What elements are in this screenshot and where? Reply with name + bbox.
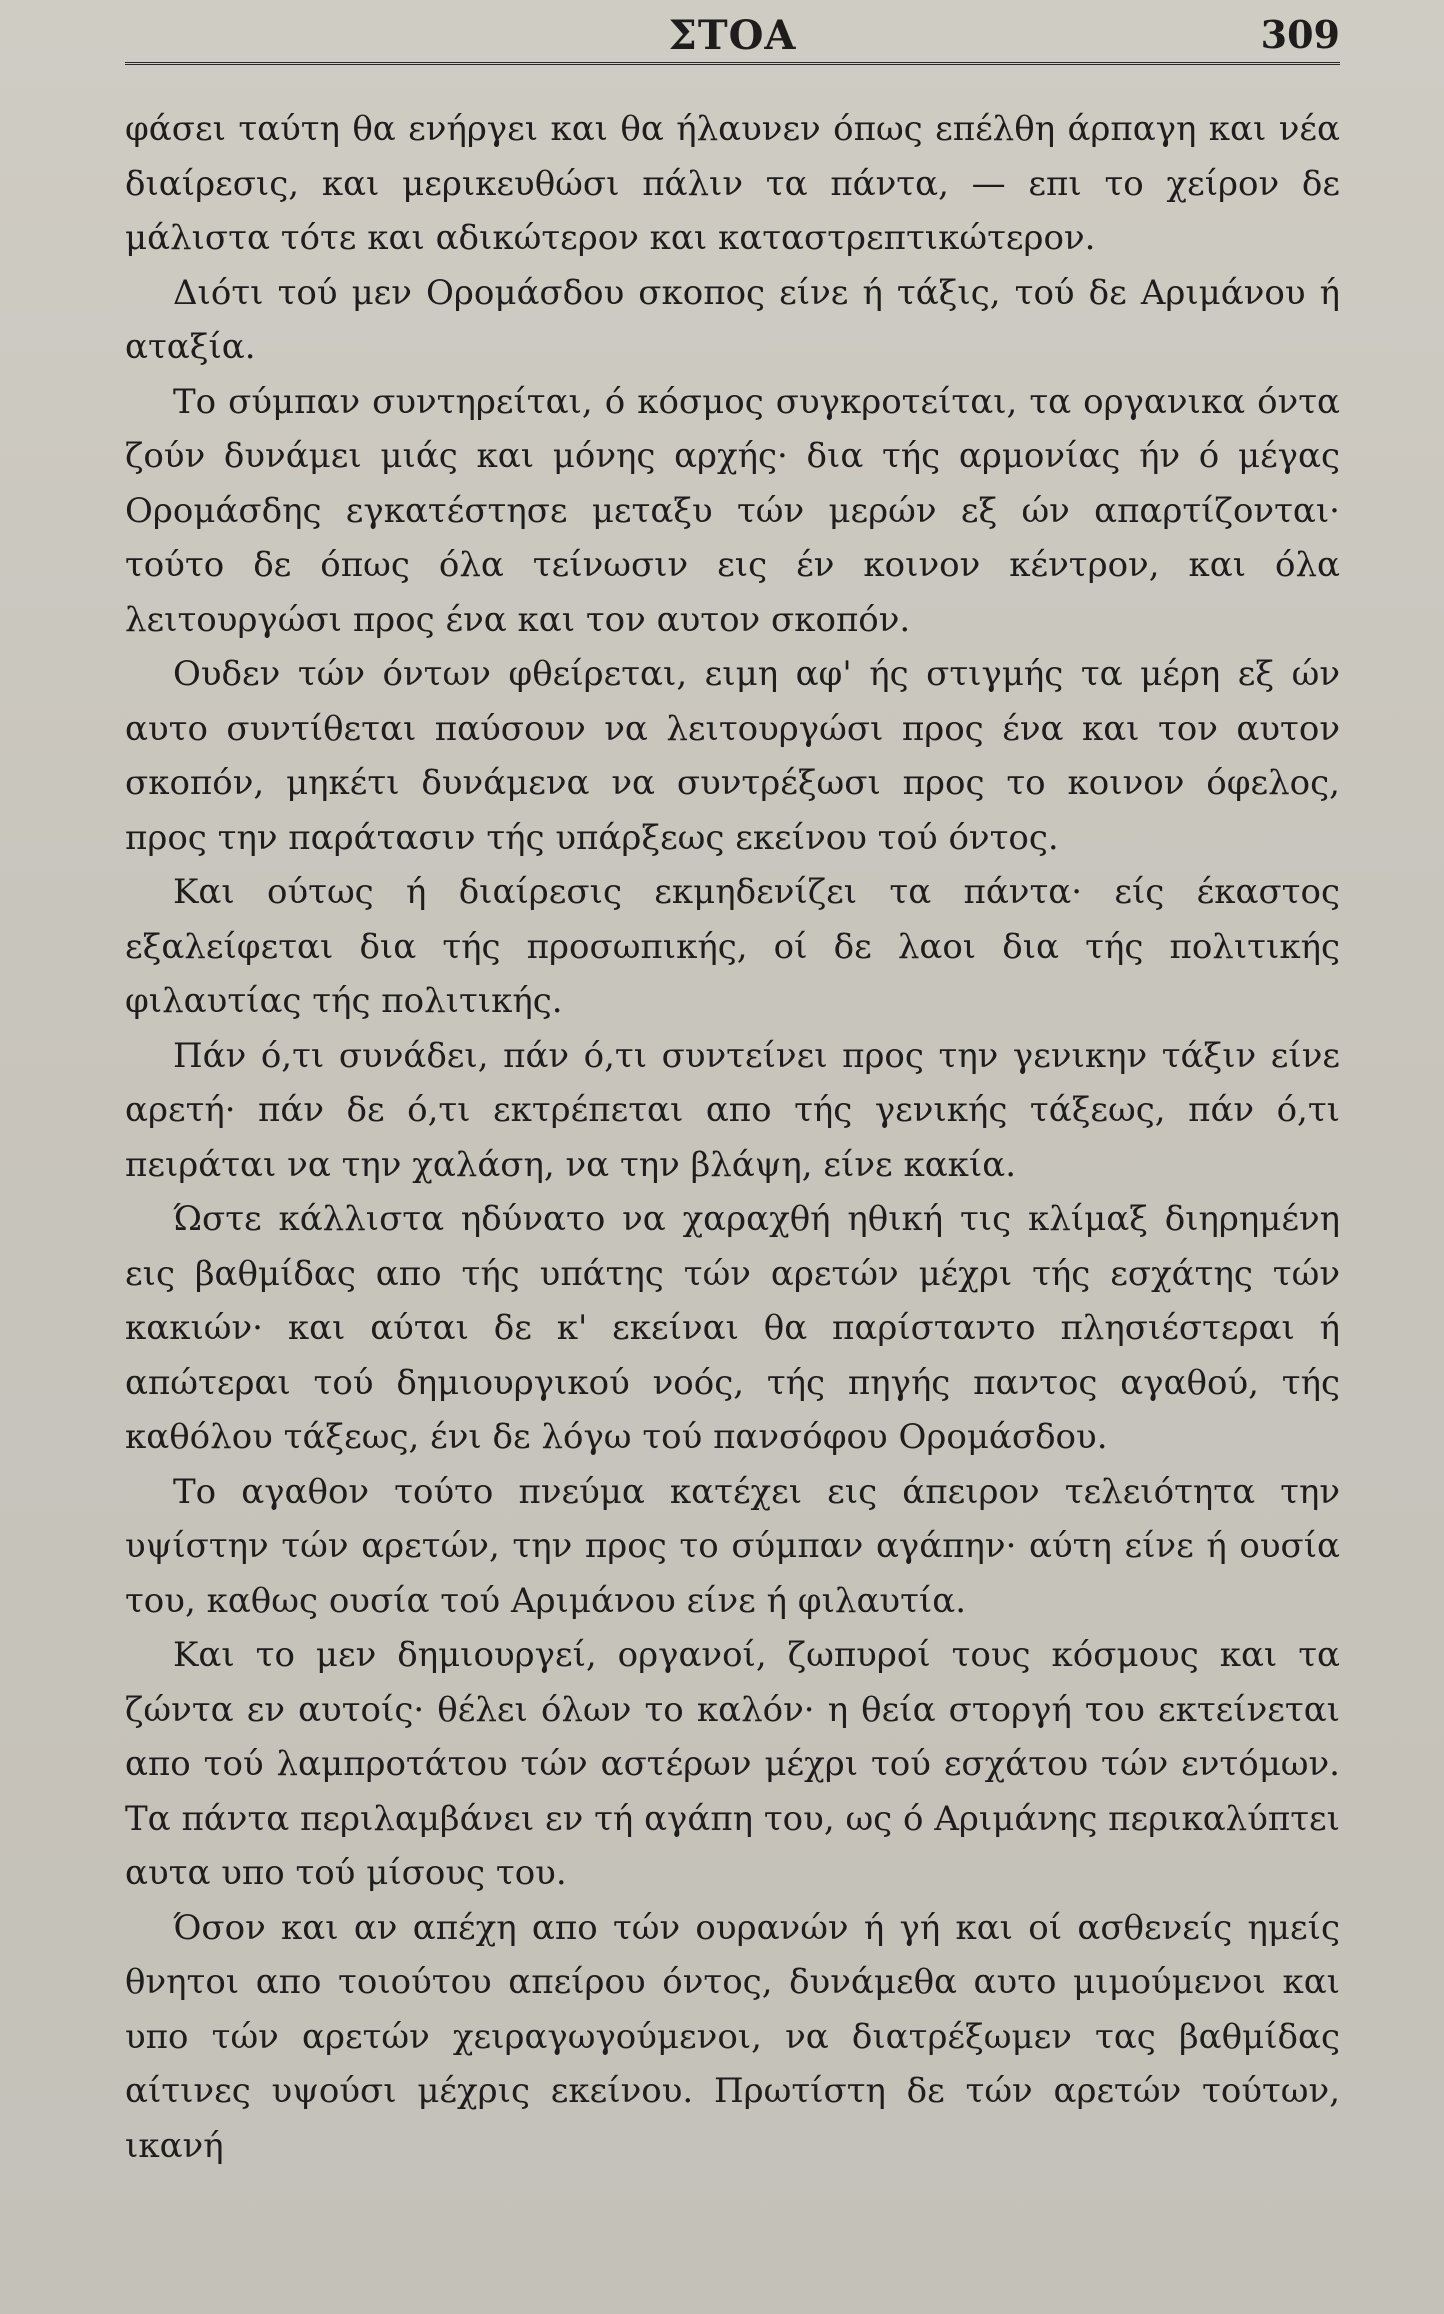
paragraph: Όσον και αν απέχη απο τών ουρανών ή γή και οί ασθενείς ημείς θνητοι απο τοιούτου απείρου όντος, δυνάμεθα αυτο μιμούμενοι και υπο τών αρετών χειραγωγούμενοι, να διατρέξωμεν τας βαθμίδας αίτινες υψούσι μέχρις εκείνου. Πρωτίστη δε τών αρετών τούτων, ικανή [125,1907,1340,2166]
running-head-title: ΣΤΟΑ [668,12,797,59]
paragraph: Και το μεν δημιουργεί, οργανοί, ζωπυροί τους κόσμους και τα ζώντα εν αυτοίς· θέλει όλων το καλόν· η θεία στοργή του εκτείνεται απο τού λαμπροτάτου τών αστέρων μέχρι τού εσχάτου τών εντόμων. Τα πάντα περιλαμβάνει εν τή αγάπη του, ως ό Αριμάνης περικαλύπτει αυτα υπο τού μίσους του. [125,1635,1340,1893]
paragraph: Ουδεν τών όντων φθείρεται, ειμη αφ' ής στιγμής τα μέρη εξ ών αυτο συντίθεται παύσουν να λειτουργώσι προς ένα και τον αυτον σκοπόν, μηκέτι δυνάμενα να συντρέξωσι προς το κοινον όφελος, προς την παράτασιν τής υπάρξεως εκείνου τού όντος. [125,654,1340,858]
paragraph: Πάν ό,τι συνάδει, πάν ό,τι συντείνει προς την γενικην τάξιν είνε αρετή· πάν δε ό,τι εκτρέπεται απο τής γενικής τάξεως, πάν ό,τι πειράται να την χαλάση, να την βλάψη, είνε κακία. [125,1035,1340,1185]
paragraph: Διότι τού μεν Ορομάσδου σκοπος είνε ή τάξις, τού δε Αριμάνου ή αταξία. [125,272,1340,367]
header-rule [125,62,1340,65]
paragraph: Ώστε κάλλιστα ηδύνατο να χαραχθή ηθική τις κλίμαξ διηρημένη εις βαθμίδας απο τής υπάτης τών αρετών μέχρι τής εσχάτης τών κακιών· και αύται δε κ' εκείναι θα παρίσταντο πλησιέστεραι ή απώτεραι τού δημιουργικού νοός, τής πηγής παντος αγαθού, τής καθόλου τάξεως, ένι δε λόγω τού πανσόφου Ορομάσδου. [125,1199,1340,1457]
paragraph: Το σύμπαν συντηρείται, ό κόσμος συγκροτείται, τα οργανικα όντα ζούν δυνάμει μιάς και μόνης αρχής· δια τής αρμονίας ήν ό μέγας Ορομάσδης εγκατέστησε μεταξυ τών μερών εξ ών απαρτίζονται· τούτο δε όπως όλα τείνωσιν εις έν κοινον κέντρον, και όλα λειτουργώσι προς ένα και τον αυτον σκοπόν. [125,381,1340,640]
paragraph: Και ούτως ή διαίρεσις εκμηδενίζει τα πάντα· είς έκαστος εξαλείφεται δια τής προσωπικής, οί δε λαοι δια τής πολιτικής φιλαυτίας τής πολιτικής. [125,872,1340,1021]
running-head [125,12,1340,60]
body-text [125,102,1340,2173]
paragraph: φάσει ταύτη θα ενήργει και θα ήλαυνεν όπως επέλθη άρπαγη και νέα διαίρεσις, και μερικευθώσι πάλιν τα πάντα, — επι το χείρον δε μάλιστα τότε και αδικώτερον και καταστρεπτικώτερον. [125,109,1340,258]
paragraph: Το αγαθον τούτο πνεύμα κατέχει εις άπειρον τελειότητα την υψίστην τών αρετών, την προς το σύμπαν αγάπην· αύτη είνε ή ουσία του, καθως ουσία τού Αριμάνου είνε ή φιλαυτία. [125,1471,1340,1621]
page-number: 309 [1260,12,1340,57]
